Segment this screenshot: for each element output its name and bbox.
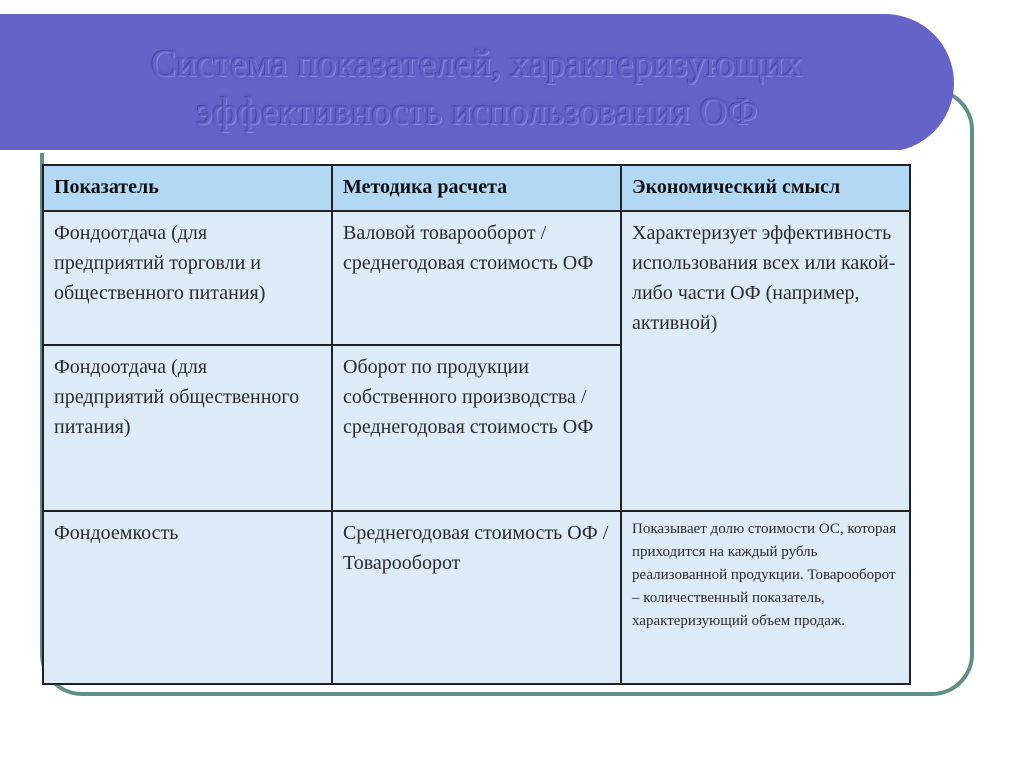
cell-method: Валовой товарооборот / среднегодовая стоимость ОФ (332, 211, 621, 345)
header-meaning: Экономический смысл (621, 165, 910, 211)
title-banner (0, 14, 954, 152)
cell-indicator: Фондоемкость (43, 511, 332, 684)
title-line-2: эффективность использования ОФ (196, 91, 758, 133)
cell-meaning: Характеризует эффективность использования всех или какой-либо части ОФ (например, активной) (621, 211, 910, 511)
header-indicator: Показатель (43, 165, 332, 211)
cell-indicator: Фондоотдача (для предприятий общественного питания) (43, 345, 332, 511)
title-underline (0, 150, 907, 153)
slide-title (0, 40, 954, 136)
cell-meaning: Показывает долю стоимости ОС, которая приходится на каждый рубль реализованной продукции. Товарооборот – количественный показатель, характеризующий объем продаж. (621, 511, 910, 684)
cell-method: Оборот по продукции собственного производства / среднегодовая стоимость ОФ (332, 345, 621, 511)
title-line-1: Система показателей, характеризующих (151, 43, 803, 85)
table-header-row (43, 165, 910, 211)
indicators-table (42, 164, 911, 685)
header-method: Методика расчета (332, 165, 621, 211)
cell-indicator: Фондоотдача (для предприятий торговли и общественного питания) (43, 211, 332, 345)
table-row (43, 211, 910, 345)
table-row (43, 511, 910, 684)
cell-method: Среднегодовая стоимость ОФ / Товарооборот (332, 511, 621, 684)
